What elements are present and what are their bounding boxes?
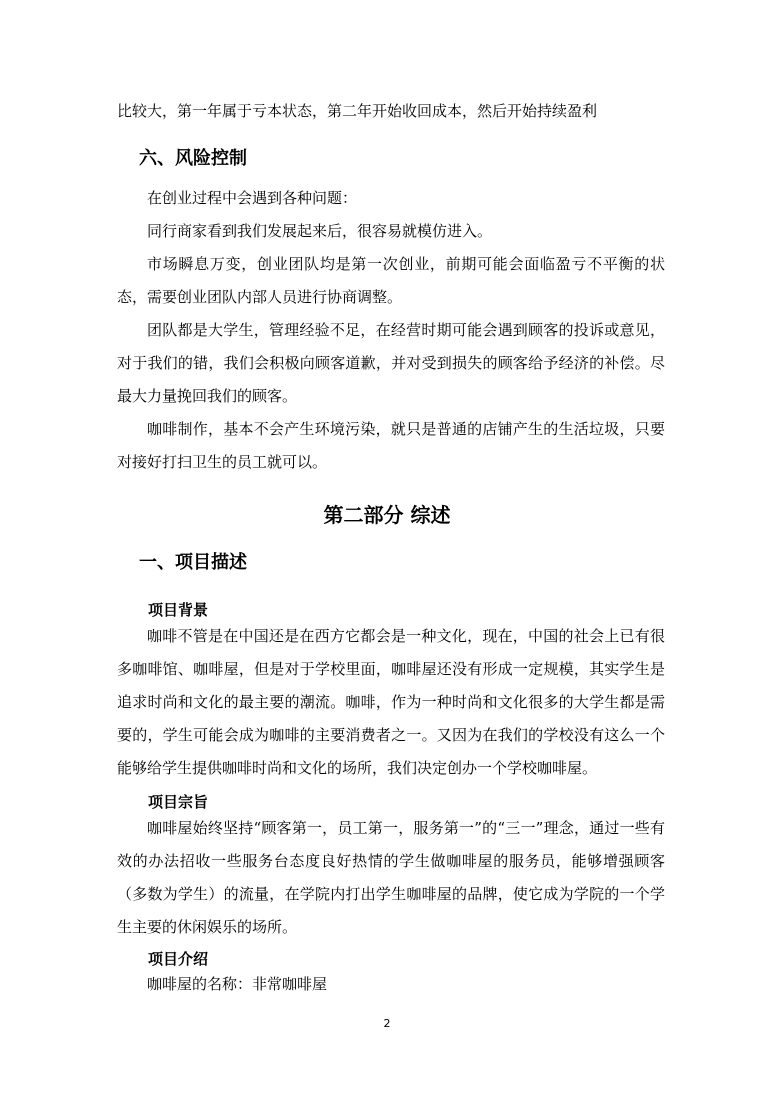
heading-project-background: 项目背景 xyxy=(148,601,209,619)
heading-project-intro: 项目介绍 xyxy=(148,950,209,968)
paragraph-purpose: 咖啡屋始终坚持“顾客第一，员工第一，服务第一”的“三一”理念，通过一些有效的办法招收一些服务台态度良好热情的学生做咖啡屋的服务员，能够增强顾客（多数为学生）的流量，在学院内打出学生咖啡屋的品牌，使它成为学院的一个学生主要的休闲娱乐的场所。 xyxy=(117,819,665,936)
heading-project-purpose: 项目宗旨 xyxy=(148,793,209,811)
paragraph-market-change: 市场瞬息万变，创业团队均是第一次创业，前期可能会面临盈亏不平衡的状态，需要创业团队内部人员进行协商调整。 xyxy=(117,255,665,306)
paragraph-problems-intro: 在创业过程中会遇到各种问题： xyxy=(147,189,358,207)
heading-project-description: 一、项目描述 xyxy=(139,552,247,573)
paragraph-background: 咖啡不管是在中国还是在西方它都会是一种文化，现在，中国的社会上已有很多咖啡馆、咖啡屋，但是对于学校里面，咖啡屋还没有形成一定规模，其实学生是追求时尚和文化的最主要的潮流。咖啡，作为一种时尚和文化很多的大学生都是需要的，学生可能会成为咖啡的主要消费者之一。又因为在我们的学校没有这么一个能够给学生提供咖啡时尚和文化的场所，我们决定创办一个学校咖啡屋。 xyxy=(117,627,665,777)
paragraph-management: 团队都是大学生，管理经验不足，在经营时期可能会遇到顾客的投诉或意见，对于我们的错，我们会积极向顾客道歉，并对受到损失的顾客给予经济的补偿。尽最大力量挽回我们的顾客。 xyxy=(117,321,665,405)
paragraph-shop-name: 咖啡屋的名称：非常咖啡屋 xyxy=(147,975,328,993)
part-two-title: 第二部分 综述 xyxy=(323,503,451,527)
paragraph-profit: 比较大，第一年属于亏本状态，第二年开始收回成本，然后开始持续盈利 xyxy=(117,102,598,120)
page-number: 2 xyxy=(383,1017,391,1030)
paragraph-environment: 咖啡制作，基本不会产生环境污染，就只是普通的店铺产生的生活垃圾，只要对接好打扫卫生的员工就可以。 xyxy=(117,420,665,471)
paragraph-imitation: 同行商家看到我们发展起来后，很容易就模仿进入。 xyxy=(147,222,493,240)
heading-risk-control: 六、风险控制 xyxy=(139,148,247,169)
